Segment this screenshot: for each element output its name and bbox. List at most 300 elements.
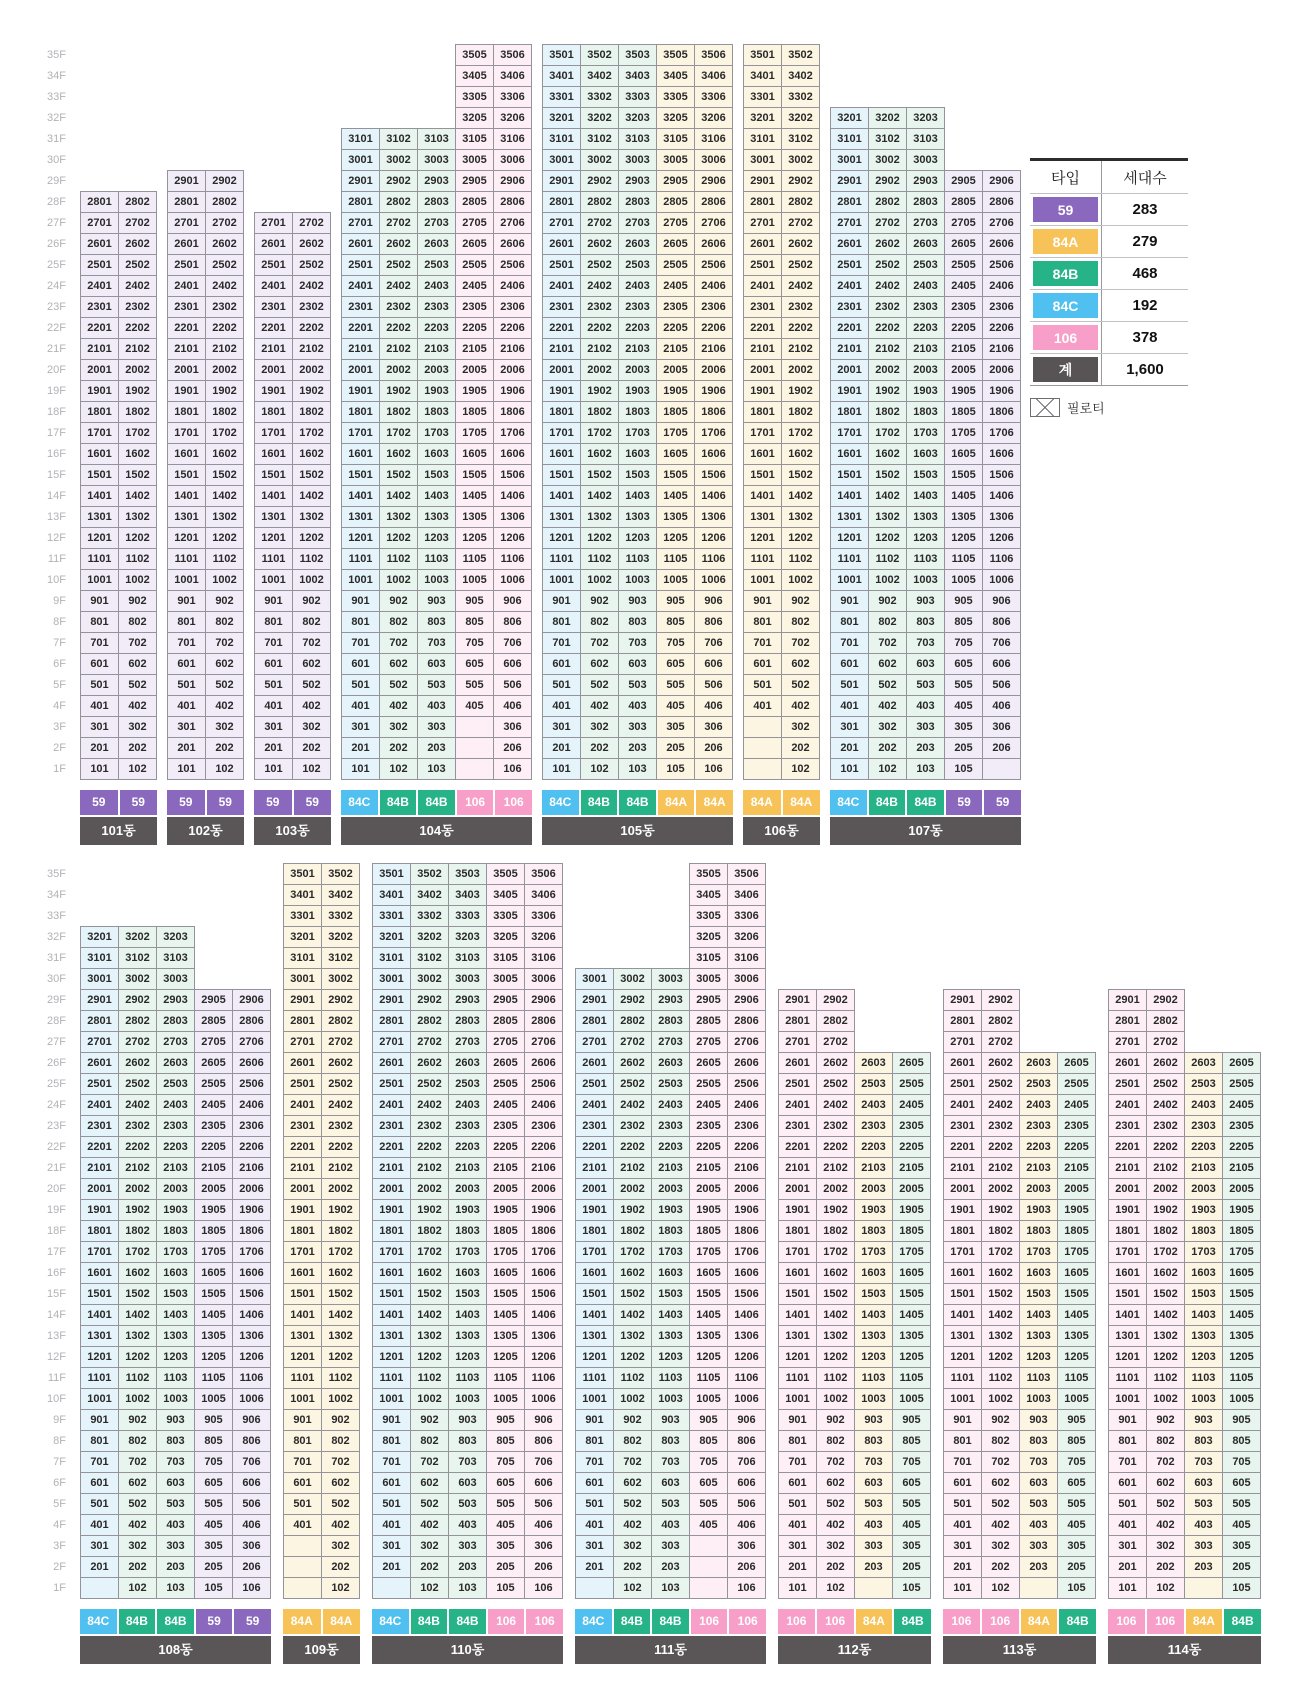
legend-row: [1030, 194, 1188, 226]
building-name: 114동: [1108, 1636, 1261, 1664]
unit-cell: 1203: [1185, 1347, 1223, 1368]
piloti-cell: [284, 1578, 322, 1599]
legend-row: [1030, 290, 1188, 322]
unit-cell: 905: [657, 591, 695, 612]
unit-cell: 2403: [855, 1095, 893, 1116]
unit-cell: 1105: [1058, 1368, 1096, 1389]
unit-cell: 801: [543, 612, 581, 633]
floor-label: 30F: [47, 154, 66, 166]
unit-cell: 1205: [487, 1347, 525, 1368]
unit-cell: 2102: [581, 339, 619, 360]
unit-cell: 102: [982, 1578, 1020, 1599]
unit-cell: 3305: [487, 906, 525, 927]
unit-cell: 702: [322, 1452, 360, 1473]
unit-cell: 3401: [744, 66, 782, 87]
legend-rows: [1030, 194, 1188, 385]
unit-cell: 702: [581, 633, 619, 654]
unit-cell: 2403: [418, 276, 456, 297]
unit-cell: 1501: [168, 465, 206, 486]
unit-cell: 403: [418, 696, 456, 717]
piloti-cell: [373, 1578, 411, 1599]
unit-cell: 405: [893, 1515, 931, 1536]
unit-cell: 303: [1020, 1536, 1058, 1557]
building-grid-101동: [80, 191, 157, 780]
unit-cell: 301: [373, 1536, 411, 1557]
unit-cell: 1702: [982, 1242, 1020, 1263]
empty-cell: [1058, 1032, 1096, 1053]
empty-cell: [233, 927, 271, 948]
unit-cell: 1801: [284, 1221, 322, 1242]
unit-cell: 102: [411, 1578, 449, 1599]
unit-cell: 1402: [869, 486, 907, 507]
unit-cell: 1202: [869, 528, 907, 549]
unit-cell: 2905: [487, 990, 525, 1011]
unit-cell: 1802: [119, 402, 157, 423]
unit-cell: 2402: [581, 276, 619, 297]
unit-cell: 801: [831, 612, 869, 633]
unit-cell: 2906: [233, 990, 271, 1011]
unit-cell: 1605: [1223, 1263, 1261, 1284]
building-102동: [167, 170, 244, 845]
floor-label: 17F: [47, 427, 66, 439]
unit-cell: 2905: [690, 990, 728, 1011]
unit-cell: 501: [576, 1494, 614, 1515]
unit-cell: 703: [449, 1452, 487, 1473]
unit-cell: 2203: [1185, 1137, 1223, 1158]
unit-cell: 1602: [293, 444, 331, 465]
empty-cell: [195, 969, 233, 990]
unit-cell: 1002: [411, 1389, 449, 1410]
unit-cell: 2603: [157, 1053, 195, 1074]
empty-cell: [576, 885, 614, 906]
unit-cell: 1202: [206, 528, 244, 549]
unit-cell: 1306: [525, 1326, 563, 1347]
unit-cell: 1803: [619, 402, 657, 423]
unit-cell: 1002: [119, 570, 157, 591]
unit-cell: 2901: [373, 990, 411, 1011]
unit-cell: 3405: [657, 66, 695, 87]
unit-cell: 1402: [782, 486, 820, 507]
unit-cell: 2101: [1109, 1158, 1147, 1179]
unit-cell: 1303: [1185, 1326, 1223, 1347]
unit-cell: 2606: [525, 1053, 563, 1074]
unit-cell: 201: [831, 738, 869, 759]
unit-cell: 1901: [284, 1200, 322, 1221]
unit-cell: 803: [907, 612, 945, 633]
unit-cell: 1901: [831, 381, 869, 402]
unit-cell: 1105: [487, 1368, 525, 1389]
unit-cell: 1801: [1109, 1221, 1147, 1242]
floor-label: 35F: [47, 868, 66, 880]
unit-cell: 1301: [284, 1326, 322, 1347]
type-chip-84A: 84A: [856, 1609, 893, 1634]
unit-cell: 2201: [1109, 1137, 1147, 1158]
unit-cell: 1606: [494, 444, 532, 465]
empty-cell: [614, 927, 652, 948]
unit-cell: 305: [657, 717, 695, 738]
unit-cell: 1901: [779, 1200, 817, 1221]
unit-cell: 605: [456, 654, 494, 675]
unit-cell: 406: [728, 1515, 766, 1536]
unit-cell: 601: [81, 654, 119, 675]
unit-cell: 2405: [893, 1095, 931, 1116]
piloti-cell: [576, 1578, 614, 1599]
unit-cell: 3206: [695, 108, 733, 129]
unit-cell: 1405: [456, 486, 494, 507]
unit-cell: 901: [342, 591, 380, 612]
unit-cell: 2105: [690, 1158, 728, 1179]
unit-cell: 2003: [652, 1179, 690, 1200]
floor-label: 15F: [47, 469, 66, 481]
unit-cell: 2906: [695, 171, 733, 192]
type-chip-row: [341, 790, 532, 815]
unit-cell: 105: [945, 759, 983, 780]
unit-cell: 3102: [782, 129, 820, 150]
unit-cell: 1301: [168, 507, 206, 528]
floor-label: 3F: [53, 721, 66, 733]
unit-cell: 2801: [944, 1011, 982, 1032]
unit-cell: 1301: [779, 1326, 817, 1347]
floor-label: 21F: [47, 343, 66, 355]
unit-cell: 2303: [157, 1116, 195, 1137]
unit-cell: 502: [1147, 1494, 1185, 1515]
unit-cell: 1203: [1020, 1347, 1058, 1368]
unit-cell: 2101: [81, 1158, 119, 1179]
unit-cell: 2701: [543, 213, 581, 234]
unit-cell: 2302: [411, 1116, 449, 1137]
unit-cell: 502: [614, 1494, 652, 1515]
unit-cell: 2601: [831, 234, 869, 255]
unit-cell: 2402: [817, 1095, 855, 1116]
type-chip-row: [830, 790, 1021, 815]
unit-cell: 2202: [293, 318, 331, 339]
unit-cell: 2505: [195, 1074, 233, 1095]
unit-cell: 2005: [893, 1179, 931, 1200]
unit-cell: 605: [893, 1473, 931, 1494]
unit-cell: 2003: [855, 1179, 893, 1200]
unit-cell: 1401: [81, 486, 119, 507]
unit-cell: 1501: [744, 465, 782, 486]
unit-cell: 2401: [373, 1095, 411, 1116]
unit-cell: 901: [255, 591, 293, 612]
unit-cell: 2201: [543, 318, 581, 339]
unit-cell: 1301: [576, 1326, 614, 1347]
unit-cell: 203: [157, 1557, 195, 1578]
unit-cell: 1201: [831, 528, 869, 549]
unit-cell: 1102: [322, 1368, 360, 1389]
unit-cell: 1601: [342, 444, 380, 465]
unit-cell: 603: [619, 654, 657, 675]
unit-cell: 806: [494, 612, 532, 633]
unit-cell: 706: [233, 1452, 271, 1473]
legend-type-chip: 106: [1033, 325, 1098, 350]
unit-cell: 1203: [907, 528, 945, 549]
unit-cell: 1405: [1058, 1305, 1096, 1326]
unit-cell: 305: [195, 1536, 233, 1557]
unit-cell: 1001: [255, 570, 293, 591]
type-chip-106: 106: [1147, 1609, 1184, 1634]
type-chip-59: 59: [167, 790, 205, 815]
unit-cell: 1903: [449, 1200, 487, 1221]
unit-cell: 3403: [619, 66, 657, 87]
unit-cell: 2302: [614, 1116, 652, 1137]
empty-cell: [614, 906, 652, 927]
unit-cell: 802: [817, 1431, 855, 1452]
unit-cell: 103: [157, 1578, 195, 1599]
unit-cell: 1901: [576, 1200, 614, 1221]
unit-cell: 1101: [342, 549, 380, 570]
unit-cell: 1802: [581, 402, 619, 423]
unit-cell: 103: [652, 1578, 690, 1599]
unit-cell: 3103: [907, 129, 945, 150]
unit-cell: 2902: [982, 990, 1020, 1011]
unit-cell: 2005: [487, 1179, 525, 1200]
unit-cell: 1405: [487, 1305, 525, 1326]
unit-cell: 801: [1109, 1431, 1147, 1452]
unit-cell: 1306: [233, 1326, 271, 1347]
unit-cell: 1902: [206, 381, 244, 402]
unit-cell: 903: [855, 1410, 893, 1431]
legend-header-type: 타입: [1030, 161, 1102, 193]
unit-cell: 3406: [525, 885, 563, 906]
unit-cell: 103: [907, 759, 945, 780]
unit-cell: 702: [411, 1452, 449, 1473]
unit-cell: 3205: [690, 927, 728, 948]
unit-cell: 1903: [157, 1200, 195, 1221]
floor-label: 13F: [47, 1330, 66, 1342]
unit-cell: 902: [119, 591, 157, 612]
unit-cell: 2102: [380, 339, 418, 360]
unit-cell: 1205: [1058, 1347, 1096, 1368]
unit-cell: 1905: [893, 1200, 931, 1221]
floor-label: 25F: [47, 259, 66, 271]
type-chip-row: [254, 790, 331, 815]
unit-cell: 2401: [744, 276, 782, 297]
unit-cell: 1001: [1109, 1389, 1147, 1410]
unit-cell: 202: [581, 738, 619, 759]
unit-cell: 1001: [831, 570, 869, 591]
unit-cell: 301: [81, 1536, 119, 1557]
unit-cell: 2701: [944, 1032, 982, 1053]
unit-cell: 605: [487, 1473, 525, 1494]
unit-cell: 302: [982, 1536, 1020, 1557]
unit-cell: 203: [855, 1557, 893, 1578]
floor-label: 1F: [53, 1582, 66, 1594]
empty-cell: [855, 990, 893, 1011]
unit-cell: 3501: [543, 45, 581, 66]
unit-cell: 1201: [779, 1347, 817, 1368]
empty-cell: [380, 108, 418, 129]
floor-label: 13F: [47, 511, 66, 523]
unit-cell: 1302: [817, 1326, 855, 1347]
unit-cell: 2103: [855, 1158, 893, 1179]
unit-cell: 702: [869, 633, 907, 654]
building-114동: [1108, 989, 1261, 1664]
unit-cell: 2501: [576, 1074, 614, 1095]
unit-cell: 1503: [907, 465, 945, 486]
building-grid-108동: [80, 926, 271, 1599]
unit-cell: 1502: [869, 465, 907, 486]
unit-cell: 202: [411, 1557, 449, 1578]
unit-cell: 401: [168, 696, 206, 717]
unit-cell: 2205: [1223, 1137, 1261, 1158]
unit-cell: 1705: [690, 1242, 728, 1263]
unit-cell: 1401: [373, 1305, 411, 1326]
unit-cell: 2402: [1147, 1095, 1185, 1116]
unit-cell: 3202: [411, 927, 449, 948]
type-chip-106: 106: [526, 1609, 563, 1634]
unit-cell: 2601: [744, 234, 782, 255]
unit-cell: 2901: [81, 990, 119, 1011]
unit-cell: 1305: [690, 1326, 728, 1347]
unit-cell: 603: [1020, 1473, 1058, 1494]
type-chip-84B: 84B: [619, 790, 656, 815]
unit-cell: 1002: [869, 570, 907, 591]
unit-cell: 2002: [322, 1179, 360, 1200]
unit-cell: 3106: [695, 129, 733, 150]
unit-cell: 2506: [695, 255, 733, 276]
unit-cell: 703: [619, 633, 657, 654]
unit-cell: 3101: [284, 948, 322, 969]
unit-cell: 1703: [157, 1242, 195, 1263]
unit-cell: 2605: [690, 1053, 728, 1074]
unit-cell: 3401: [373, 885, 411, 906]
unit-cell: 1405: [945, 486, 983, 507]
unit-cell: 2701: [373, 1032, 411, 1053]
unit-cell: 1001: [342, 570, 380, 591]
unit-cell: 906: [525, 1410, 563, 1431]
unit-cell: 1501: [576, 1284, 614, 1305]
unit-cell: 2501: [1109, 1074, 1147, 1095]
unit-cell: 905: [945, 591, 983, 612]
unit-cell: 601: [744, 654, 782, 675]
floor-label: 27F: [47, 1036, 66, 1048]
unit-cell: 502: [869, 675, 907, 696]
unit-cell: 2502: [380, 255, 418, 276]
unit-cell: 1901: [81, 1200, 119, 1221]
unit-cell: 3001: [284, 969, 322, 990]
unit-cell: 403: [652, 1515, 690, 1536]
unit-cell: 406: [233, 1515, 271, 1536]
unit-cell: 2302: [206, 297, 244, 318]
unit-cell: 1302: [206, 507, 244, 528]
unit-cell: 3302: [411, 906, 449, 927]
unit-cell: 1002: [614, 1389, 652, 1410]
unit-cell: 2303: [619, 297, 657, 318]
unit-cell: 506: [233, 1494, 271, 1515]
unit-cell: 2006: [233, 1179, 271, 1200]
unit-cell: 805: [657, 612, 695, 633]
unit-cell: 2701: [255, 213, 293, 234]
unit-cell: 1101: [168, 549, 206, 570]
unit-cell: 1501: [944, 1284, 982, 1305]
piloti-cell: [983, 759, 1021, 780]
unit-cell: 3503: [619, 45, 657, 66]
unit-cell: 2301: [373, 1116, 411, 1137]
unit-cell: 2301: [944, 1116, 982, 1137]
empty-cell: [576, 864, 614, 885]
unit-cell: 406: [983, 696, 1021, 717]
floor-label: 34F: [47, 889, 66, 901]
unit-cell: 1601: [779, 1263, 817, 1284]
empty-cell: [576, 927, 614, 948]
unit-cell: 3505: [487, 864, 525, 885]
unit-cell: 1902: [817, 1200, 855, 1221]
unit-cell: 901: [543, 591, 581, 612]
unit-cell: 2706: [233, 1032, 271, 1053]
unit-cell: 1005: [195, 1389, 233, 1410]
unit-cell: 1801: [831, 402, 869, 423]
unit-cell: 905: [690, 1410, 728, 1431]
empty-cell: [652, 948, 690, 969]
unit-cell: 502: [782, 675, 820, 696]
unit-cell: 1003: [907, 570, 945, 591]
unit-cell: 2802: [982, 1011, 1020, 1032]
unit-cell: 2205: [945, 318, 983, 339]
floor-label: 12F: [47, 532, 66, 544]
unit-cell: 605: [690, 1473, 728, 1494]
unit-cell: 2406: [983, 276, 1021, 297]
unit-cell: 2002: [982, 1179, 1020, 1200]
unit-cell: 2806: [695, 192, 733, 213]
unit-cell: 2606: [695, 234, 733, 255]
unit-cell: 2603: [855, 1053, 893, 1074]
unit-cell: 802: [119, 612, 157, 633]
unit-cell: 1805: [893, 1221, 931, 1242]
unit-cell: 501: [81, 675, 119, 696]
unit-cell: 2503: [619, 255, 657, 276]
unit-cell: 903: [1185, 1410, 1223, 1431]
floor-label: 9F: [53, 1414, 66, 1426]
unit-cell: 303: [157, 1536, 195, 1557]
unit-cell: 1303: [855, 1326, 893, 1347]
unit-cell: 1201: [543, 528, 581, 549]
unit-cell: 2401: [342, 276, 380, 297]
unit-cell: 1301: [744, 507, 782, 528]
unit-cell: 702: [982, 1452, 1020, 1473]
unit-cell: 403: [907, 696, 945, 717]
unit-cell: 902: [206, 591, 244, 612]
unit-cell: 1001: [576, 1389, 614, 1410]
unit-cell: 2305: [487, 1116, 525, 1137]
unit-cell: 1106: [494, 549, 532, 570]
unit-cell: 1402: [119, 1305, 157, 1326]
unit-cell: 3103: [619, 129, 657, 150]
unit-cell: 802: [206, 612, 244, 633]
unit-cell: 506: [728, 1494, 766, 1515]
unit-cell: 1202: [817, 1347, 855, 1368]
unit-cell: 3201: [543, 108, 581, 129]
unit-cell: 1201: [373, 1347, 411, 1368]
unit-cell: 902: [982, 1410, 1020, 1431]
unit-cell: 602: [1147, 1473, 1185, 1494]
unit-cell: 2401: [255, 276, 293, 297]
unit-cell: 603: [907, 654, 945, 675]
unit-cell: 2801: [831, 192, 869, 213]
unit-cell: 2105: [893, 1158, 931, 1179]
unit-cell: 402: [782, 696, 820, 717]
unit-cell: 1303: [157, 1326, 195, 1347]
unit-cell: 1203: [449, 1347, 487, 1368]
unit-cell: 1005: [487, 1389, 525, 1410]
unit-cell: 1805: [690, 1221, 728, 1242]
unit-cell: 502: [293, 675, 331, 696]
unit-cell: 1502: [411, 1284, 449, 1305]
type-chip-row: [283, 1609, 360, 1634]
floor-label: 33F: [47, 91, 66, 103]
empty-cell: [1020, 1032, 1058, 1053]
unit-cell: 206: [983, 738, 1021, 759]
